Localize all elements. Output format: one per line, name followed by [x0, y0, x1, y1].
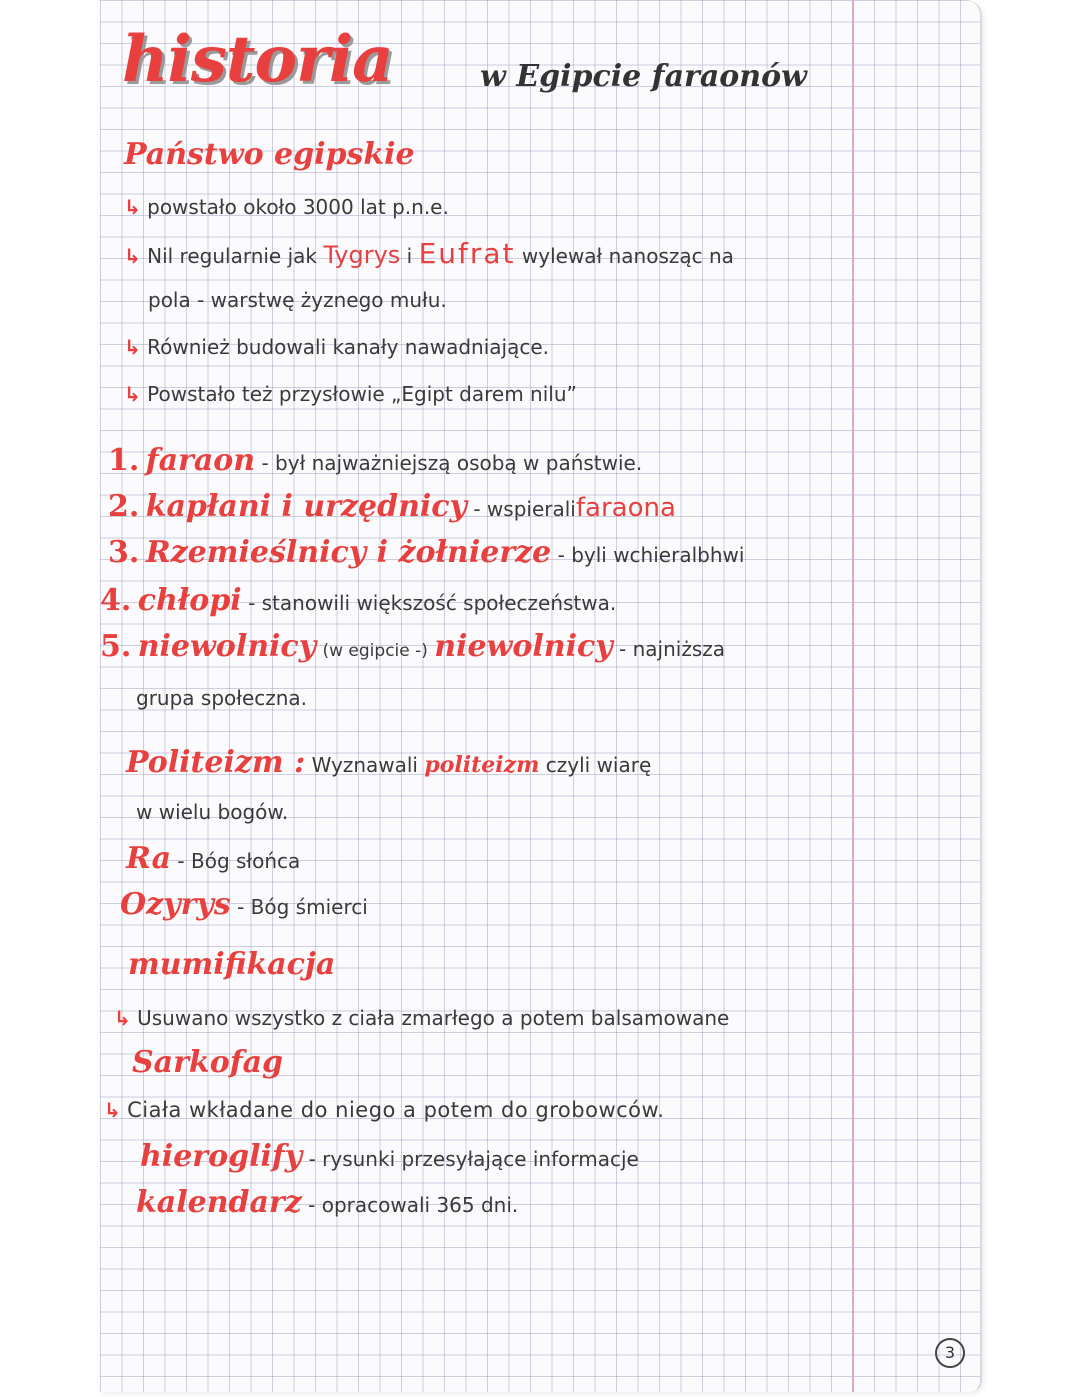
page-number: 3: [935, 1338, 965, 1368]
list-item: ↳ powstało około 3000 lat p.n.e.: [124, 195, 449, 219]
term-item: hieroglify - rysunki przesyłające informacje: [140, 1139, 639, 1174]
hierarchy-item: 2. kapłani i urzędnicy - wspieralifaraona: [108, 489, 676, 524]
religion-continuation: w wielu bogów.: [136, 800, 289, 824]
hierarchy-item: 1. faraon - był najważniejszą osobą w państwie.: [108, 443, 643, 478]
term-item: kalendarz - opracowali 365 dni.: [136, 1185, 519, 1220]
hierarchy-item-continuation: grupa społeczna.: [136, 686, 308, 710]
list-item: ↳ Również budowali kanały nawadniające.: [124, 335, 549, 359]
arrow-icon: ↳: [124, 244, 141, 268]
arrow-icon: ↳: [114, 1006, 131, 1030]
list-item: ↳ Powstało też przysłowie „Egipt darem nilu”: [124, 382, 577, 406]
margin-line: [852, 0, 854, 1392]
arrow-icon: ↳: [104, 1098, 121, 1122]
list-item: ↳ Nil regularnie jak Tygrys i Eufrat wylewał nanosząc na: [124, 237, 734, 270]
section-heading-mummification: mumifikacja: [128, 947, 336, 982]
hierarchy-item: 4. chłopi - stanowili większość społeczeństwa.: [100, 583, 617, 618]
arrow-icon: ↳: [124, 195, 141, 219]
god-item: Ra - Bóg słońca: [126, 841, 301, 876]
section-heading-state: Państwo egipskie: [124, 137, 415, 172]
list-item: ↳ Ciała wkładane do niego a potem do grobowców.: [104, 1098, 665, 1122]
notebook-page: [100, 0, 982, 1392]
god-item: Ozyrys - Bóg śmierci: [120, 887, 368, 922]
religion-block: Politeizm : Wyznawali politeizm czyli wiarę: [126, 745, 652, 780]
list-item: ↳ Usuwano wszystko z ciała zmarłego a potem balsamowane: [114, 1006, 730, 1030]
arrow-icon: ↳: [124, 382, 141, 406]
page-title: historia: [122, 22, 393, 97]
arrow-icon: ↳: [124, 335, 141, 359]
section-heading-polytheism: Politeizm :: [126, 745, 306, 780]
section-heading-sarcophagus: Sarkofag: [132, 1045, 284, 1080]
hierarchy-item: 3. Rzemieślnicy i żołnierze - byli wchieralbhwi: [108, 535, 745, 570]
list-item-continuation: pola - warstwę żyznego mułu.: [148, 288, 447, 312]
hierarchy-item: 5. niewolnicy (w egipcie -) niewolnicy - najniższa: [100, 629, 726, 664]
page-subtitle: w Egipcie faraonów: [480, 59, 807, 94]
